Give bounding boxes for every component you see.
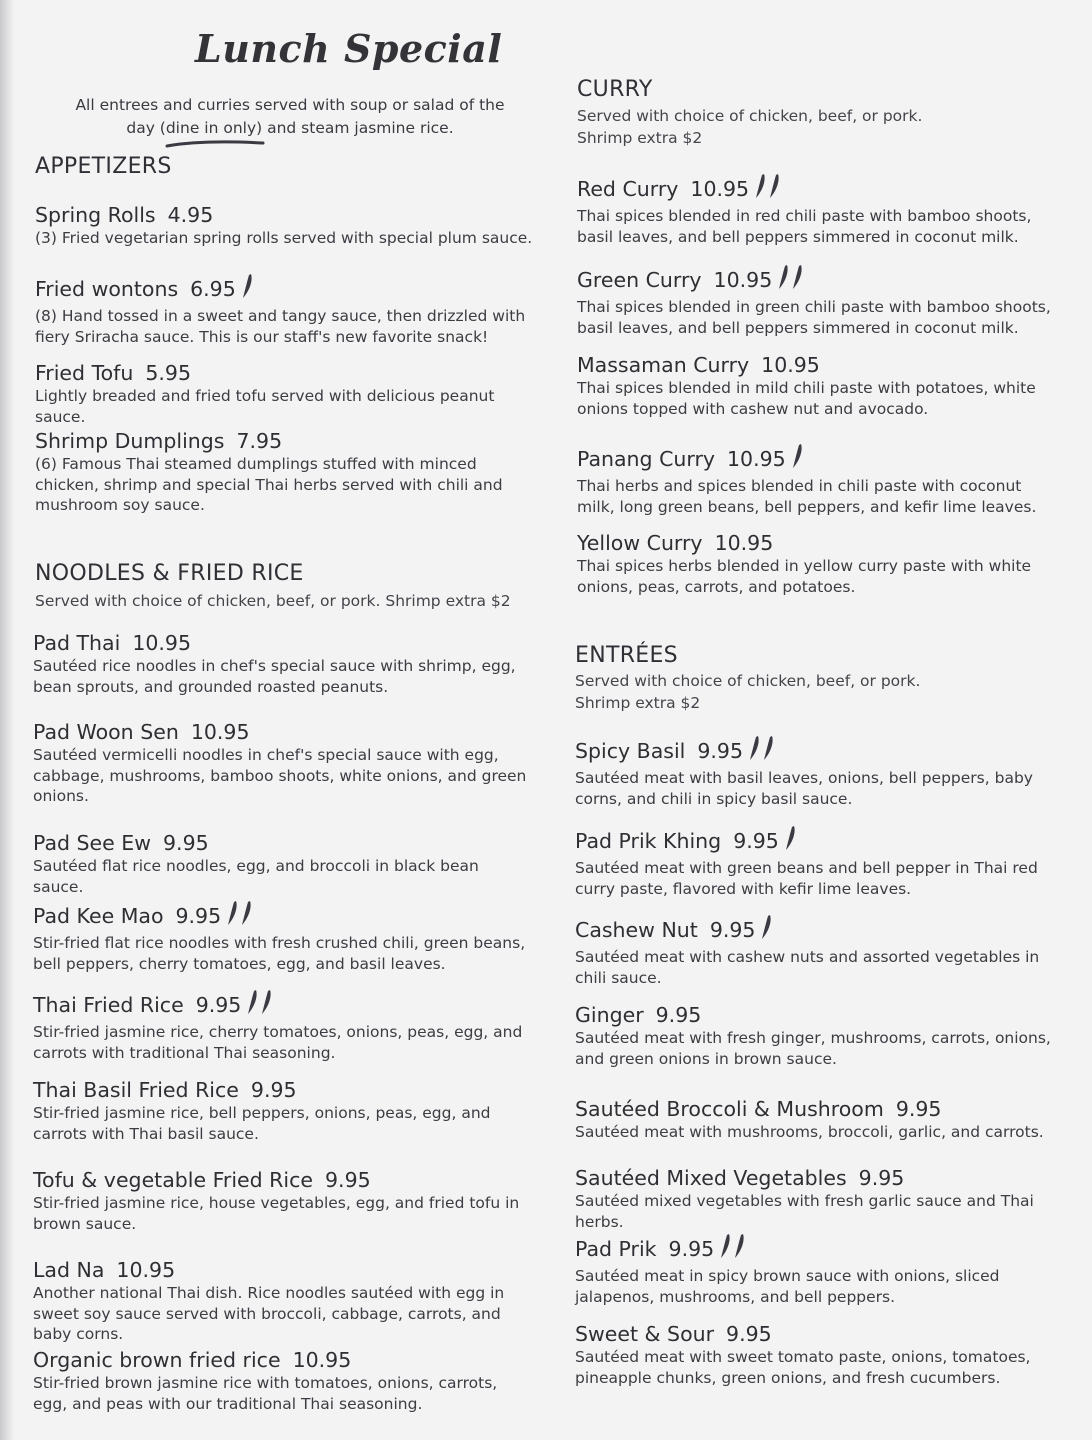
menu-item-description: Thai spices blended in mild chili paste with potatoes, white onions topped with cashew nut and avocado. — [577, 379, 1036, 418]
menu-item-price: 7.95 — [236, 429, 283, 453]
menu-item-description: Sautéed meat with sweet tomato paste, onions, tomatoes, pineapple chunks, green onions, and fresh cucumbers. — [575, 1348, 1031, 1387]
menu-item-name: Pad Thai — [33, 631, 121, 655]
menu-item-description: (3) Fried vegetarian spring rolls served with special plum sauce. — [35, 229, 533, 247]
menu-item-price: 10.95 — [727, 446, 786, 471]
menu-item-header — [33, 988, 533, 1021]
menu-item-price: 4.95 — [167, 203, 214, 227]
menu-item-price: 9.95 — [733, 828, 779, 853]
menu-item-header — [33, 1348, 533, 1372]
menu-item — [575, 824, 1070, 899]
menu-item — [575, 1003, 1070, 1069]
menu-item-description: Thai spices blended in green chili paste with bamboo shoots, basil leaves, and bell peppers simmered in coconut milk. — [577, 298, 1051, 337]
chili-icon-group — [776, 263, 804, 296]
chili-icon — [239, 899, 253, 927]
chili-icon — [245, 988, 259, 1016]
menu-item-name: Red Curry — [577, 176, 679, 201]
menu-item-header — [577, 531, 1057, 555]
menu-item-price: 10.95 — [132, 631, 191, 655]
menu-item — [35, 203, 535, 249]
menu-item — [577, 263, 1057, 338]
menu-item-name: Cashew Nut — [575, 917, 698, 942]
menu-item-header — [575, 1097, 1070, 1121]
chili-icon — [776, 263, 790, 291]
menu-item-header — [575, 913, 1070, 946]
menu-item — [577, 531, 1057, 597]
section-note-entrees: Served with choice of chicken, beef, or pork. Shrimp extra $2 — [575, 672, 921, 712]
menu-item — [35, 361, 535, 427]
menu-item-description: Stir-fried jasmine rice, house vegetables, egg, and fried tofu in brown sauce. — [33, 1194, 520, 1233]
section-note-noodles: Served with choice of chicken, beef, or pork. Shrimp extra $2 — [35, 592, 511, 610]
menu-item — [33, 1168, 533, 1234]
menu-item-name: Shrimp Dumplings — [35, 429, 225, 453]
page-edge-shadow — [0, 0, 14, 1440]
section-heading-noodles: NOODLES & FRIED RICE — [35, 561, 304, 586]
menu-item-description: Sautéed flat rice noodles, egg, and broccoli in black bean sauce. — [33, 857, 479, 896]
menu-item — [35, 429, 535, 516]
chili-icon — [718, 1232, 732, 1260]
menu-item-header — [33, 631, 533, 655]
chili-icon — [747, 734, 761, 762]
menu-item-price: 9.95 — [895, 1097, 942, 1121]
menu-item-description: Sautéed vermicelli noodles in chef's special sauce with egg, cabbage, mushrooms, bamboo shoots, white onions, and green onions. — [33, 746, 527, 805]
menu-item-header — [575, 734, 1070, 767]
chili-icon-group — [759, 913, 773, 946]
menu-item-header — [577, 353, 1057, 377]
menu-item-price: 10.95 — [292, 1348, 352, 1372]
menu-item-name: Sautéed Broccoli & Mushroom — [575, 1097, 884, 1121]
menu-item-header — [575, 824, 1070, 857]
menu-item-description: Thai spices blended in red chili paste with bamboo shoots, basil leaves, and bell peppers simmered in coconut milk. — [577, 207, 1032, 246]
chili-icon — [790, 442, 804, 470]
menu-item-description: Stir-fried jasmine rice, bell peppers, onions, peas, egg, and carrots with Thai basil sauce. — [33, 1104, 491, 1143]
section-heading-curry: CURRY — [577, 77, 653, 102]
menu-item-header — [33, 720, 533, 744]
menu-item-name: Pad Kee Mao — [33, 903, 164, 928]
chili-icon — [790, 263, 804, 291]
menu-item-price: 9.95 — [195, 992, 242, 1017]
handwritten-underline-mark — [165, 139, 265, 149]
menu-item-name: Fried Tofu — [35, 361, 134, 385]
menu-item-description: Sautéed mixed vegetables with fresh garlic sauce and Thai herbs. — [575, 1192, 1034, 1231]
menu-item-header — [33, 831, 533, 855]
menu-item — [33, 899, 533, 974]
menu-item-header — [575, 1322, 1070, 1346]
menu-item-price: 10.95 — [761, 353, 820, 377]
menu-item-header — [35, 361, 535, 385]
menu-item — [575, 1166, 1070, 1232]
menu-item-price: 9.95 — [163, 831, 209, 855]
menu-item-name: Lad Na — [33, 1258, 105, 1282]
menu-item-header — [33, 1078, 533, 1102]
menu-item-header — [33, 1168, 533, 1192]
menu-item-name: Spring Rolls — [35, 203, 156, 227]
menu-item — [575, 1097, 1070, 1143]
menu-item-description: Lightly breaded and fried tofu served with delicious peanut sauce. — [35, 387, 495, 426]
menu-item — [575, 913, 1070, 988]
menu-item-description: Stir-fried flat rice noodles with fresh crushed chili, green beans, bell peppers, cherry tomatoes, egg, and basil leaves. — [33, 934, 526, 973]
menu-item-price: 9.95 — [709, 917, 756, 942]
chili-icon-group — [753, 172, 781, 205]
menu-item-name: Sweet & Sour — [575, 1322, 715, 1346]
menu-item-description: Sautéed meat with fresh ginger, mushrooms, carrots, onions, and green onions in brown sauce. — [575, 1029, 1051, 1068]
menu-item-name: Massaman Curry — [577, 353, 750, 377]
menu-item-description: Sautéed meat with cashew nuts and assorted vegetables in chili sauce. — [575, 948, 1040, 987]
menu-item-header — [33, 1258, 533, 1282]
menu-item-price: 10.95 — [714, 531, 774, 555]
menu-item-price: 6.95 — [190, 276, 236, 301]
menu-item-name: Thai Basil Fried Rice — [33, 1078, 239, 1102]
menu-item — [577, 353, 1057, 419]
menu-item-description: Stir-fried brown jasmine rice with tomatoes, onions, carrots, egg, and peas with our traditional Thai seasoning. — [33, 1374, 498, 1413]
menu-item-price: 9.95 — [175, 903, 222, 928]
chili-icon — [225, 899, 239, 927]
menu-item-price: 9.95 — [858, 1166, 905, 1190]
menu-item — [575, 1322, 1070, 1388]
menu-item — [33, 1078, 533, 1144]
menu-item — [577, 172, 1057, 247]
menu-item — [33, 1258, 533, 1345]
menu-item-name: Pad Prik — [575, 1236, 657, 1261]
chili-icon-group — [790, 442, 804, 475]
chili-icon — [783, 824, 797, 852]
menu-item-description: Thai herbs and spices blended in chili paste with coconut milk, long green beans, bell peppers, and kefir lime leaves. — [577, 477, 1037, 516]
menu-item-price: 10.95 — [713, 267, 773, 292]
menu-item-header — [33, 899, 533, 932]
menu-title: Lunch Special — [195, 26, 503, 71]
menu-item-header — [35, 429, 535, 453]
menu-item-price: 9.95 — [325, 1168, 371, 1192]
chili-icon — [240, 272, 254, 300]
menu-item-name: Panang Curry — [577, 446, 716, 471]
chili-icon-group — [747, 734, 775, 767]
menu-item-price: 9.95 — [697, 738, 743, 763]
menu-item-header — [577, 263, 1057, 296]
menu-item-price: 10.95 — [116, 1258, 176, 1282]
menu-item-header — [575, 1232, 1070, 1265]
menu-item-header — [577, 442, 1057, 475]
menu-item-name: Green Curry — [577, 267, 702, 292]
chili-icon — [732, 1232, 746, 1260]
menu-item-price: 9.95 — [655, 1003, 702, 1027]
menu-item — [33, 720, 533, 807]
menu-item-name: Fried wontons — [35, 276, 179, 301]
chili-icon-group — [225, 899, 253, 932]
menu-intro: All entrees and curries served with soup or salad of the day (dine in only) and steam jasmine rice. — [75, 96, 505, 137]
chili-icon — [759, 913, 773, 941]
menu-item — [33, 1348, 533, 1414]
menu-item-header — [35, 203, 535, 227]
menu-item-price: 9.95 — [726, 1322, 772, 1346]
menu-item — [575, 1232, 1070, 1307]
menu-item-price: 9.95 — [250, 1078, 297, 1102]
menu-item-name: Organic brown fried rice — [33, 1348, 281, 1372]
menu-item-header — [575, 1166, 1070, 1190]
menu-item-price: 5.95 — [145, 361, 192, 385]
menu-item-name: Ginger — [575, 1003, 644, 1027]
chili-icon-group — [240, 272, 254, 305]
menu-item — [575, 734, 1070, 809]
menu-item-name: Pad See Ew — [33, 831, 152, 855]
chili-icon — [767, 172, 781, 200]
menu-item-description: Sautéed meat with basil leaves, onions, bell peppers, baby corns, and chili in spicy basil sauce. — [575, 769, 1033, 808]
menu-item-description: (6) Famous Thai steamed dumplings stuffed with minced chicken, shrimp and special Thai herbs served with chili and mushroom soy sauce. — [35, 455, 503, 514]
menu-item-description: Sautéed meat with green beans and bell pepper in Thai red curry paste, flavored with kefir lime leaves. — [575, 859, 1038, 898]
menu-item — [35, 272, 535, 347]
menu-item-name: Pad Prik Khing — [575, 828, 722, 853]
menu-item-price: 10.95 — [690, 176, 750, 201]
menu-item-header — [575, 1003, 1070, 1027]
menu-item-description: Sautéed meat in spicy brown sauce with onions, sliced jalapenos, mushrooms, and bell peppers. — [575, 1267, 1000, 1306]
menu-item-name: Pad Woon Sen — [33, 720, 179, 744]
menu-item — [577, 442, 1057, 517]
menu-item-name: Sautéed Mixed Vegetables — [575, 1166, 847, 1190]
menu-item-description: Thai spices herbs blended in yellow curry paste with white onions, peas, carrots, and potatoes. — [577, 557, 1032, 596]
chili-icon-group — [783, 824, 797, 857]
menu-item — [33, 988, 533, 1063]
menu-item-description: Stir-fried jasmine rice, cherry tomatoes, onions, peas, egg, and carrots with traditional Thai seasoning. — [33, 1023, 523, 1062]
menu-item-name: Yellow Curry — [577, 531, 703, 555]
section-heading-appetizers: APPETIZERS — [35, 154, 172, 179]
chili-icon-group — [718, 1232, 746, 1265]
chili-icon-group — [245, 988, 273, 1021]
menu-item-description: (8) Hand tossed in a sweet and tangy sauce, then drizzled with fiery Sriracha sauce. This is our staff's new favorite snack! — [35, 307, 526, 346]
menu-item-name: Tofu & vegetable Fried Rice — [33, 1168, 314, 1192]
menu-item — [33, 631, 533, 697]
section-note-curry: Served with choice of chicken, beef, or pork. Shrimp extra $2 — [577, 107, 923, 147]
menu-item-name: Spicy Basil — [575, 738, 686, 763]
chili-icon — [761, 734, 775, 762]
menu-item-price: 10.95 — [190, 720, 250, 744]
menu-item-header — [35, 272, 535, 305]
menu-item-description: Another national Thai dish. Rice noodles sautéed with egg in sweet soy sauce served with broccoli, cabbage, carrots, and baby corns. — [33, 1284, 505, 1343]
menu-item-name: Thai Fried Rice — [33, 992, 184, 1017]
menu-item — [33, 831, 533, 897]
menu-item-header — [577, 172, 1057, 205]
menu-item-description: Sautéed rice noodles in chef's special sauce with shrimp, egg, bean sprouts, and grounded roasted peanuts. — [33, 657, 516, 696]
chili-icon — [259, 988, 273, 1016]
chili-icon — [753, 172, 767, 200]
menu-item-price: 9.95 — [668, 1236, 715, 1261]
menu-item-description: Sautéed meat with mushrooms, broccoli, garlic, and carrots. — [575, 1123, 1044, 1141]
section-heading-entrees: ENTRÉES — [575, 643, 678, 668]
